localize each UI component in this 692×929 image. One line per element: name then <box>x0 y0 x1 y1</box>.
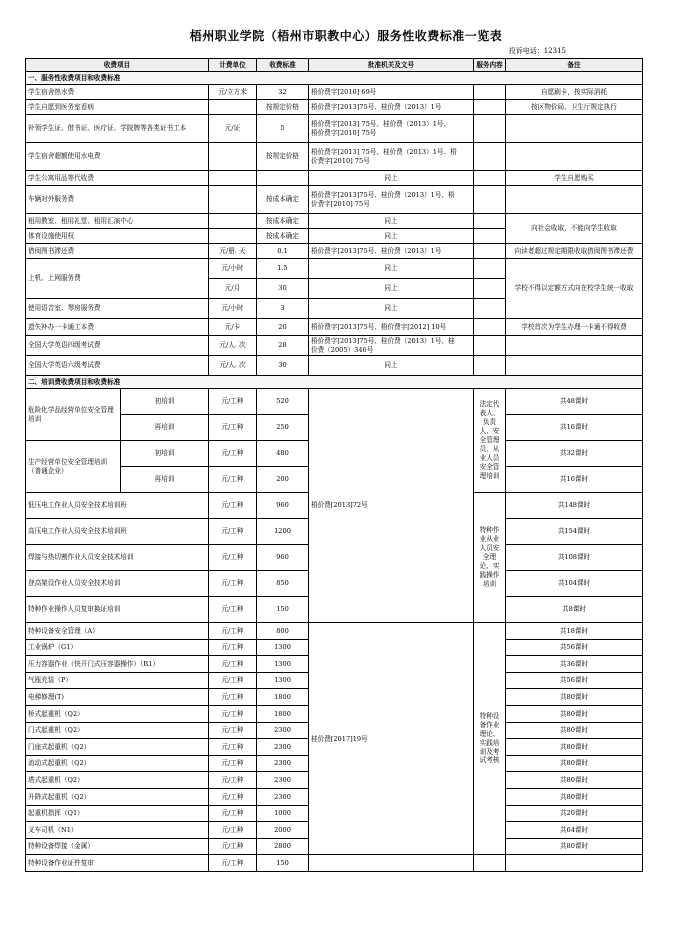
fee-standard: 2300 <box>257 755 309 772</box>
fee-standard: 960 <box>257 493 309 519</box>
fee-item: 特种设备安全管理（A） <box>26 623 209 640</box>
fee-unit: 元/工种 <box>209 656 257 673</box>
fee-content <box>474 171 506 186</box>
fee-standard: 1300 <box>257 639 309 656</box>
training-group: 生产经营单位安全管理培训（普通企业） <box>26 441 121 493</box>
fee-item: 升降式起重机（Q2） <box>26 788 209 805</box>
fee-item: 流动式起重机（Q2） <box>26 755 209 772</box>
fee-remark: 自愿刷卡，按实际消耗 <box>506 85 643 100</box>
fee-remark <box>506 115 643 143</box>
fee-item: 登高架设作业人员安全技术培训 <box>26 571 209 597</box>
fee-content <box>474 214 506 229</box>
training-group: 危险化学品经营单位安全管理培训 <box>26 389 121 441</box>
fee-standard: 按成本确定 <box>257 229 309 244</box>
table-row <box>26 319 643 336</box>
fee-standard: 250 <box>257 415 309 441</box>
fee-standard: 28 <box>257 336 309 356</box>
fee-unit: 元/工种 <box>209 755 257 772</box>
fee-basis: 同上 <box>309 299 474 319</box>
fee-content <box>474 85 506 100</box>
fee-basis: 同上 <box>309 171 474 186</box>
fee-remark: 共20课时 <box>506 805 643 822</box>
fee-content <box>474 356 506 376</box>
fee-remark: 共64课时 <box>506 822 643 839</box>
table-row <box>26 115 643 143</box>
table-row <box>26 171 643 186</box>
fee-content <box>474 229 506 244</box>
table-row <box>26 143 643 171</box>
fee-remark: 按区物价局、卫生厅规定执行 <box>506 100 643 115</box>
fee-remark: 共56课时 <box>506 672 643 689</box>
fee-remark: 共18课时 <box>506 623 643 640</box>
fee-remark: 共80课时 <box>506 739 643 756</box>
fee-standard <box>257 171 309 186</box>
fee-unit <box>209 214 257 229</box>
fee-unit: 元/立方米 <box>209 85 257 100</box>
fee-standard: 480 <box>257 441 309 467</box>
fee-remark: 共56课时 <box>506 639 643 656</box>
fee-content <box>474 279 506 299</box>
service-content: 特种作业从业人员安全理论、实践操作培训 <box>474 493 506 623</box>
fee-unit: 元/卡 <box>209 319 257 336</box>
fee-standard: 960 <box>257 545 309 571</box>
fee-basis: 梧价费字[2010] 69号 <box>309 85 474 100</box>
header-item: 收费项目 <box>26 59 209 72</box>
basis-line: 梧价费字[2013] 75号、桂价费（2013）1号、梧 <box>311 148 457 157</box>
header-row <box>26 59 643 72</box>
fee-basis <box>309 855 474 872</box>
fee-unit: 元/工种 <box>209 389 257 415</box>
fee-remark: 共80课时 <box>506 772 643 789</box>
basis-line: 价费字[2010] 75号 <box>311 199 370 208</box>
complaint-hotline: 投诉电话：12315 <box>508 47 566 55</box>
training-sub: 再培训 <box>121 467 209 493</box>
fee-item: 叉车司机（N1） <box>26 822 209 839</box>
fee-standard: 32 <box>257 85 309 100</box>
table-row <box>26 855 643 872</box>
fee-basis: 梧价费字[2013]75号、桂价费（2013）1号 <box>309 244 474 259</box>
fee-unit: 元/工种 <box>209 788 257 805</box>
fee-basis: 同上 <box>309 279 474 299</box>
fee-content <box>474 186 506 214</box>
fee-unit: 元/工种 <box>209 855 257 872</box>
fee-remark: 共104课时 <box>506 571 643 597</box>
basis-line: 价费（2005）346号 <box>311 345 374 354</box>
fee-basis <box>309 143 474 171</box>
fee-unit: 元/工种 <box>209 415 257 441</box>
fee-item: 桥式起重机（Q2） <box>26 705 209 722</box>
fee-standard: 按规定价格 <box>257 100 309 115</box>
fee-basis <box>309 336 474 356</box>
fee-standard: 30 <box>257 356 309 376</box>
fee-unit: 元/工种 <box>209 689 257 706</box>
fee-standard: 0.1 <box>257 244 309 259</box>
fee-basis: 梧价费字[2013]75号、梧价费字[2012] 10号 <box>309 319 474 336</box>
header-standard: 收费标准 <box>257 59 309 72</box>
fee-unit: 元/工种 <box>209 441 257 467</box>
fee-basis: 同上 <box>309 214 474 229</box>
section-title-row <box>26 72 643 85</box>
fee-content <box>474 100 506 115</box>
service-content: 法定代表人、负责人、安全管理员、从业人员安全管理培训 <box>474 389 506 493</box>
header-unit: 计费单位 <box>209 59 257 72</box>
header-remark: 备注 <box>506 59 643 72</box>
fee-basis: 桂价费[2017]19号 <box>309 623 474 855</box>
fee-standard: 按成本确定 <box>257 186 309 214</box>
fee-item: 塔式起重机（Q2） <box>26 772 209 789</box>
fee-item: 特种作业操作人员复审换证培训 <box>26 597 209 623</box>
fee-item: 全国大学英语四级考试费 <box>26 336 209 356</box>
fee-remark <box>506 356 643 376</box>
fee-remark <box>506 143 643 171</box>
fee-standard: 1800 <box>257 689 309 706</box>
fee-unit: 元/工种 <box>209 623 257 640</box>
table-row <box>26 336 643 356</box>
fee-standard: 200 <box>257 467 309 493</box>
fee-unit: 元/小时 <box>209 259 257 279</box>
basis-line: 梧价费字[2010] 75号 <box>311 128 377 137</box>
fee-item: 全国大学英语六级考试费 <box>26 356 209 376</box>
fee-basis: 同上 <box>309 259 474 279</box>
fee-standard: 2800 <box>257 838 309 855</box>
fee-item: 特种设备作业证件复审 <box>26 855 209 872</box>
fee-item: 借阅图书滞还费 <box>26 244 209 259</box>
table-row <box>26 623 643 640</box>
table-row <box>26 85 643 100</box>
basis-line: 梧价费字[2013]75号、桂价费（2013）1号、梧 <box>311 191 455 200</box>
fee-remark <box>506 186 643 214</box>
section1-title: 一、服务性收费项目和收费标准 <box>26 72 643 85</box>
fee-content <box>474 115 506 143</box>
fee-unit: 元/工种 <box>209 722 257 739</box>
fee-item: 特种设备焊接（金属） <box>26 838 209 855</box>
fee-standard: 1.5 <box>257 259 309 279</box>
fee-standard: 1800 <box>257 705 309 722</box>
fee-basis: 同上 <box>309 356 474 376</box>
fee-unit <box>209 229 257 244</box>
table-row <box>26 244 643 259</box>
fee-unit: 元/工种 <box>209 805 257 822</box>
fee-item: 起重机指挥（Q1） <box>26 805 209 822</box>
fee-unit: 元/证 <box>209 115 257 143</box>
fee-item: 工业锅炉（G1） <box>26 639 209 656</box>
fee-remark: 向读者超过规定期限收取借阅图书滞还费 <box>506 244 643 259</box>
basis-line: 价费字[2010] 75号 <box>311 156 370 165</box>
fee-basis: 梧价费[2013]72号 <box>309 389 474 623</box>
fee-unit: 元/人. 次 <box>209 356 257 376</box>
fee-item: 上机、上网服务费 <box>26 259 209 299</box>
fee-remark: 向社会收取，不能向学生收取 <box>506 214 643 244</box>
fee-item: 学生宿舍热水费 <box>26 85 209 100</box>
fee-unit: 元/工种 <box>209 571 257 597</box>
fee-standard: 850 <box>257 571 309 597</box>
fee-remark: 共80课时 <box>506 838 643 855</box>
fee-standard: 2300 <box>257 722 309 739</box>
fee-standard: 2300 <box>257 739 309 756</box>
fee-content <box>474 299 506 319</box>
fee-content <box>474 336 506 356</box>
fee-standard: 800 <box>257 623 309 640</box>
fee-remark: 共148课时 <box>506 493 643 519</box>
fee-item: 电梯修理(T) <box>26 689 209 706</box>
fee-unit: 元/工种 <box>209 838 257 855</box>
fee-basis: 同上 <box>309 229 474 244</box>
fee-unit: 元/工种 <box>209 597 257 623</box>
fee-item: 高压电工作业人员安全技术培训班 <box>26 519 209 545</box>
fee-standard: 5 <box>257 115 309 143</box>
fee-item: 学生宿舍超额使用水电费 <box>26 143 209 171</box>
header-basis: 批准机关及文号 <box>309 59 474 72</box>
fee-remark: 共80课时 <box>506 722 643 739</box>
fee-unit: 元/小时 <box>209 299 257 319</box>
fee-unit: 元/工种 <box>209 493 257 519</box>
fee-unit: 元/工种 <box>209 739 257 756</box>
fee-unit: 元/工种 <box>209 519 257 545</box>
fee-item: 门式起重机（Q2） <box>26 722 209 739</box>
fee-content <box>474 319 506 336</box>
fee-remark: 学校不得以定额方式向在校学生统一收取 <box>506 259 643 319</box>
fee-remark: 共108课时 <box>506 545 643 571</box>
fee-table <box>25 58 643 872</box>
basis-line: 梧价费字[2013] 75号、桂价费（2013）1号、 <box>311 120 451 129</box>
fee-item: 学生公寓用品等代收费 <box>26 171 209 186</box>
fee-remark: 共154课时 <box>506 519 643 545</box>
table-row <box>26 214 643 229</box>
fee-item: 使用语音室、琴房服务费 <box>26 299 209 319</box>
fee-remark: 共80课时 <box>506 788 643 805</box>
fee-remark: 共32课时 <box>506 441 643 467</box>
fee-content <box>474 244 506 259</box>
fee-unit <box>209 171 257 186</box>
fee-basis: 梧价费字[2013]75号、桂价费（2013）1号 <box>309 100 474 115</box>
header-content: 服务内容 <box>474 59 506 72</box>
fee-standard: 2300 <box>257 788 309 805</box>
fee-unit: 元/工种 <box>209 772 257 789</box>
fee-item: 租用教室、租用礼堂、租用汇演中心 <box>26 214 209 229</box>
fee-item: 气瓶充装（P） <box>26 672 209 689</box>
fee-unit <box>209 143 257 171</box>
fee-item: 门座式起重机（Q2） <box>26 739 209 756</box>
table-row <box>26 186 643 214</box>
fee-standard: 2300 <box>257 772 309 789</box>
document-title: 梧州职业学院（梧州市职教中心）服务性收费标准一览表 <box>189 29 503 43</box>
fee-basis <box>309 115 474 143</box>
basis-line: 梧价费字[2013]75号、桂价费（2013）1号、桂 <box>311 337 455 346</box>
fee-unit: 元/工种 <box>209 639 257 656</box>
fee-remark <box>506 336 643 356</box>
fee-remark: 共80课时 <box>506 755 643 772</box>
fee-content <box>474 143 506 171</box>
training-sub: 初培训 <box>121 441 209 467</box>
table-row <box>26 259 643 279</box>
fee-standard: 30 <box>257 279 309 299</box>
fee-standard: 20 <box>257 319 309 336</box>
fee-unit: 元/工种 <box>209 467 257 493</box>
fee-unit: 元/人. 次 <box>209 336 257 356</box>
section-title-row <box>26 376 643 389</box>
fee-remark: 共80课时 <box>506 689 643 706</box>
fee-unit: 元/册. 天 <box>209 244 257 259</box>
fee-item: 低压电工作业人员安全技术培训班 <box>26 493 209 519</box>
fee-standard: 1300 <box>257 656 309 673</box>
fee-basis <box>309 186 474 214</box>
fee-remark: 学校首次为学生办理一卡通不得收费 <box>506 319 643 336</box>
fee-standard: 150 <box>257 855 309 872</box>
training-sub: 初培训 <box>121 389 209 415</box>
fee-standard: 按规定价格 <box>257 143 309 171</box>
fee-remark: 共16课时 <box>506 415 643 441</box>
fee-item: 车辆对外服务费 <box>26 186 209 214</box>
fee-remark: 学生自愿购买 <box>506 171 643 186</box>
table-row <box>26 100 643 115</box>
fee-standard: 1300 <box>257 672 309 689</box>
fee-unit: 元/月 <box>209 279 257 299</box>
fee-remark: 共48课时 <box>506 389 643 415</box>
fee-standard: 1000 <box>257 805 309 822</box>
fee-standard: 按成本确定 <box>257 214 309 229</box>
fee-unit <box>209 186 257 214</box>
fee-item: 压力容器作业（快开门式压容器操作）（R1） <box>26 656 209 673</box>
fee-standard: 150 <box>257 597 309 623</box>
fee-unit: 元/工种 <box>209 545 257 571</box>
fee-item: 补领学生证、借书证、医疗证、学院牌等各类证书工本 <box>26 115 209 143</box>
fee-item: 焊接与热切割作业人员安全技术培训 <box>26 545 209 571</box>
table-row <box>26 389 643 415</box>
fee-remark: 共36课时 <box>506 656 643 673</box>
fee-item: 遗失补办一卡通工本费 <box>26 319 209 336</box>
fee-item: 体育设施使用权 <box>26 229 209 244</box>
fee-item: 学生自愿到医务室看病 <box>26 100 209 115</box>
service-content <box>474 855 506 872</box>
fee-standard: 520 <box>257 389 309 415</box>
fee-remark: 共80课时 <box>506 705 643 722</box>
fee-remark: 共16课时 <box>506 467 643 493</box>
fee-unit: 元/工种 <box>209 672 257 689</box>
fee-unit: 元/工种 <box>209 822 257 839</box>
fee-unit: 元/工种 <box>209 705 257 722</box>
fee-unit <box>209 100 257 115</box>
fee-standard: 2000 <box>257 822 309 839</box>
fee-remark: 共8课时 <box>506 597 643 623</box>
service-content: 特种设备作业理论、实践培训及考试考核 <box>474 623 506 855</box>
training-sub: 再培训 <box>121 415 209 441</box>
fee-content <box>474 259 506 279</box>
fee-standard: 3 <box>257 299 309 319</box>
fee-remark <box>506 855 643 872</box>
section2-title: 二、培训费收费项目和收费标准 <box>26 376 643 389</box>
table-row <box>26 356 643 376</box>
fee-standard: 1200 <box>257 519 309 545</box>
